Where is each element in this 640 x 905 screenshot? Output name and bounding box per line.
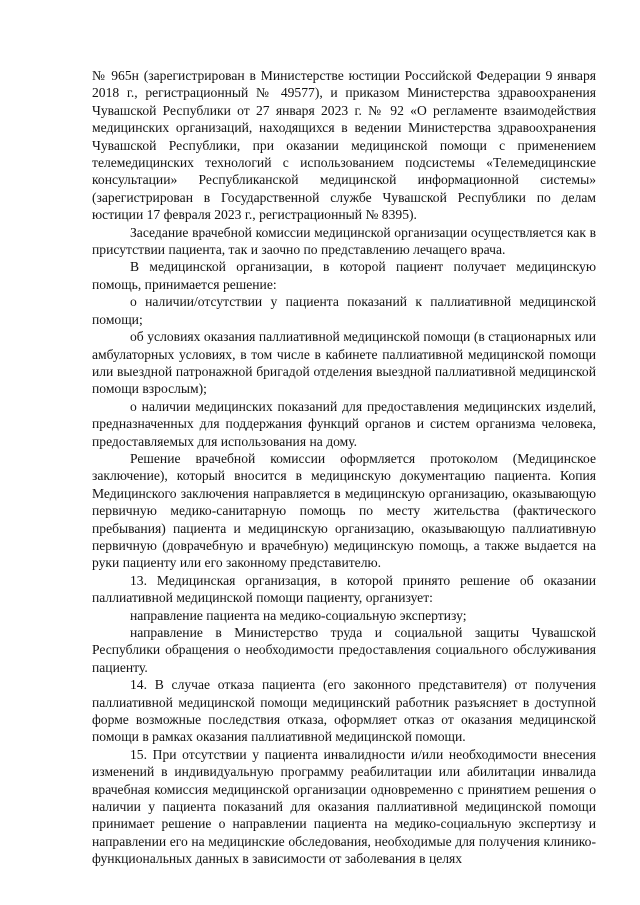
paragraph-item-13-mse: направление пациента на медико-социальную экспертизу; — [130, 607, 467, 623]
paragraph-item-14: 14. В случае отказа пациента (его законного представителя) от получения паллиативной медицинской помощи медицинский работник разъясняет в доступной форме возможные последствия отказа, оформляет отказ от оказания медицинской помощи в рамках оказания паллиативной медицинской помощи. — [92, 677, 596, 745]
paragraph-item-15: 15. При отсутствии у пациента инвалидности и/или необходимости внесения изменений в индивидуальную программу реабилитации или абилитации инвалида врачебная комиссия медицинской организации одновременно с принятием решения о наличии у пациента показаний для оказания паллиативной медицинской помощи принимает решение о направлении пациента на медико-социальную экспертизу и направлении его на медицинские обследования, необходимые для получения клинико-функциональных данных в зависимости от заболевания в целях — [92, 746, 596, 867]
paragraph-item-13-social: направление в Министерство труда и социальной защиты Чувашской Республики обращения о необходимости предоставления социального обслуживания пациенту. — [92, 625, 596, 675]
paragraph-item-13: 13. Медицинская организация, в которой принято решение об оказании паллиативной медицинской помощи пациенту, организует: — [92, 572, 596, 606]
paragraph-decision-intro: В медицинской организации, в которой пациент получает медицинскую помощь, принимается решение: — [92, 259, 596, 292]
paragraph-decision-conditions: об условиях оказания паллиативной медицинской помощи (в стационарных или амбулаторных условиях, в том числе в кабинете паллиативной медицинской помощи или выездной патронажной бригадой отделения выездной паллиативной медицинской помощи взрослым); — [92, 329, 596, 397]
paragraph-protocol: Решение врачебной комиссии оформляется протоколом (Медицинское заключение), который вносится в медицинскую документацию пациента. Копия Медицинского заключения направляется в медицинскую организацию, оказывающую первичную медико-санитарную помощь по месту жительства (фактического пребывания) пациента и медицинскую организацию, оказывающую паллиативную первичную (доврачебную и врачебную) медицинскую помощь, а также выдается на руки пациенту или его законному представителю. — [92, 450, 596, 571]
paragraph-decision-devices: о наличии медицинских показаний для предоставления медицинских изделий, предназначенных для поддержания функций органов и систем организма человека, предоставляемых для использования на дому. — [92, 398, 596, 449]
paragraph-decision-indications: о наличии/отсутствии у пациента показаний к паллиативной медицинской помощи; — [92, 294, 596, 327]
paragraph-1-continuation: № 965н (зарегистрирован в Министерстве юстиции Российской Федерации 9 января 2018 г., регистрационный № 49577), и приказом Министерства здравоохранения Чувашской Республики от 27 января 2023 г. № 92 «О регламенте взаимодействия медицинских организаций, находящихся в ведении Министерства здравоохранения Чувашской Республики, при оказании медицинской помощи с применением телемедицинских технологий с использованием подсистемы «Телемедицинские консультации» Республиканской медицинской информационной системы» (зарегистрирован в Государственной службе Чувашской Республики по делам юстиции 17 февраля 2023 г., регистрационный № 8395). — [92, 68, 596, 223]
paragraph-commission-meeting: Заседание врачебной комиссии медицинской организации осуществляется как в присутствии пациента, так и заочно по представлению лечащего врача. — [92, 224, 596, 258]
